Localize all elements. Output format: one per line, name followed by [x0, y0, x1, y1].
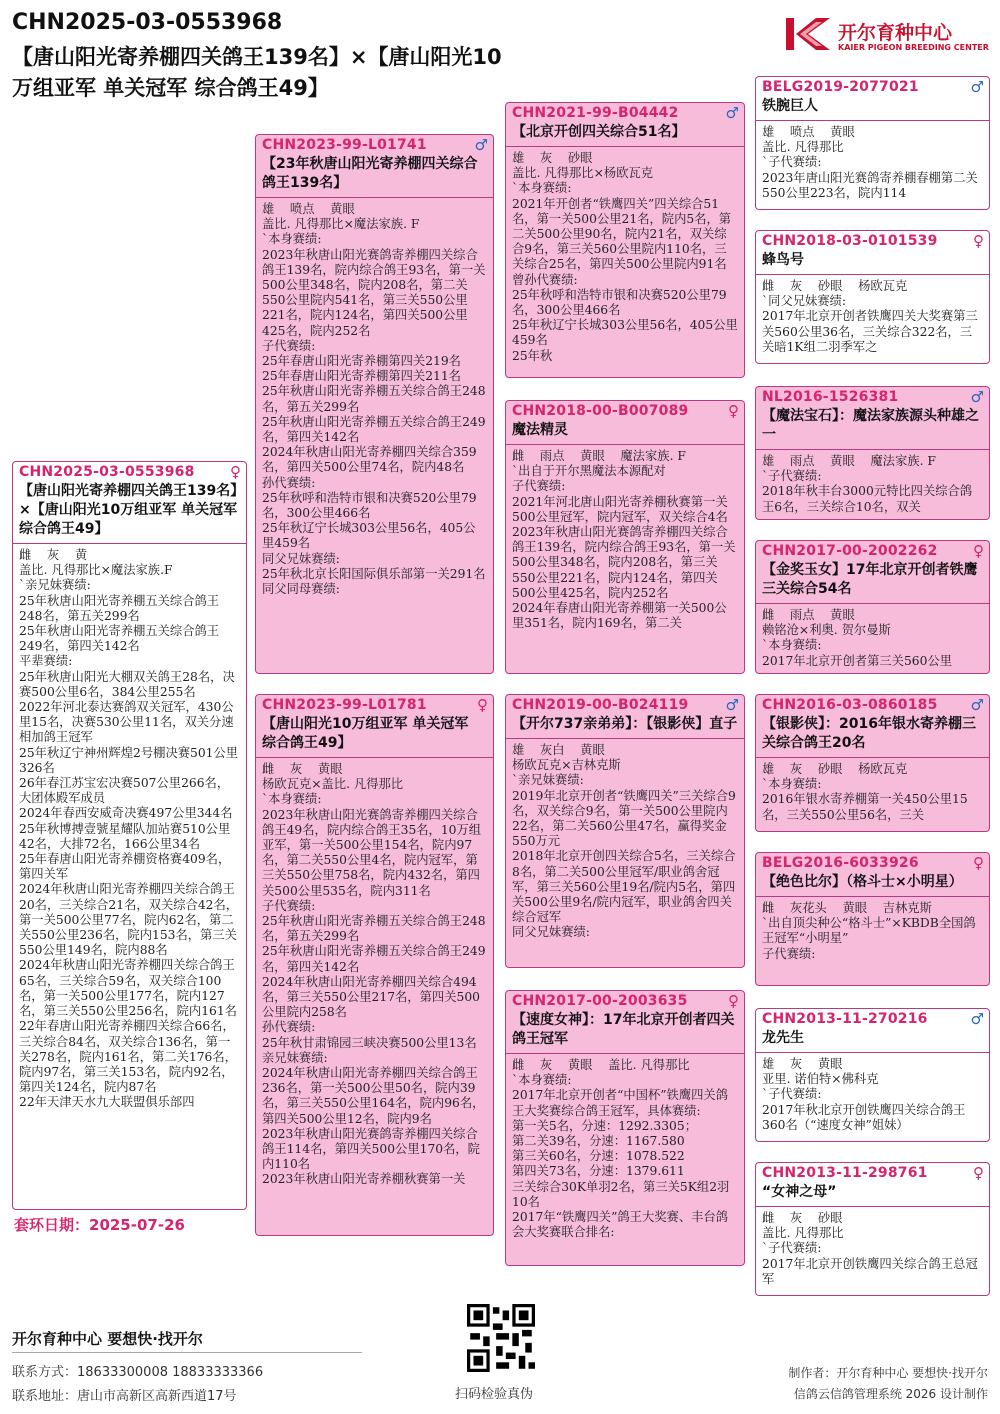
card-body: 雌 灰 黄 盖比. 凡得那比×魔法家族.F `亲兄妹赛绩: 25年秋唐山阳光寄养棚五关综合鸽王248名，第五关299名 25年秋唐山阳光寄养棚五关综合鸽王249名，第四关142名 平辈赛绩: 25年秋唐山阳光大棚双关鸽王28名，决赛500公里6名，384公里255名 2022年河北泰达赛鸽双关冠军，430公里15名，决赛530公里11名，双关分速相加鸽王冠军 25年秋辽宁神州辉煌2号棚决赛501公里326名 26年春江苏宝宏决赛507公里266名，大团体殿军成员 2024年春西安威奇决赛497公里344名 25年秋博搏壹號星耀队加站赛510公里42名，大排72名，166公里34名 25年春唐山阳光寄养棚资格赛409名，第四关军 2024年秋唐山阳光寄养棚四关综合鸽王20名，三关综合21名，双关综合42名，第一关500公里77名，院内62名，第二关550公里236名，院内153名，第三关550公里149名，院内88名 2024年秋唐山阳光寄养棚四关综合鸽王65名，三关综合59名，双关综合100名，第一关500公里177名，院内127名，第三关550公里256名，院内161名 22年春唐山阳光寄养棚四关综合66名，三关综合84名，双关综合136名，第一关278名，院内161名，第二关176名，院内97名，第三关153名，院内92名，第四关124名，院内87名 22年天津天水九大联盟俱乐部四: [19, 548, 239, 1110]
card-body: 雄 灰 黄眼 亚里. 诺伯特×佛科克 `子代赛绩: 2017年秋北京开创铁鹰四关综合鸽王360名（“速度女神”姐妹）: [762, 1057, 966, 1132]
male-icon: ♂: [474, 136, 488, 154]
card-sss: [755, 76, 990, 210]
ring-number: CHN2021-99-B04442: [512, 105, 679, 121]
card-body: 雌 灰花头 黄眼 吉林克斯 `出自顶尖种公“格斗士”×KBDB全国鸽王冠军“小明星” 子代赛绩:: [762, 901, 976, 961]
female-icon: ♀: [477, 696, 488, 714]
ring-number: CHN2018-03-0101539: [762, 233, 938, 249]
male-icon: ♂: [725, 696, 739, 714]
pigeon-name: 【速度女神】：17年北京开创者四关鸽王冠军: [512, 1012, 735, 1047]
brand-logo: [786, 14, 989, 60]
pedigree-title: 【唐山阳光寄养棚四关鸽王139名】×【唐山阳光10万组亚军 单关冠军 综合鸽王49】: [12, 45, 502, 100]
card-body: 雌 灰 砂眼 杨欧瓦克 `同父兄妹赛绩: 2017年北京开创者铁鹰四关大奖赛第三关560公里36名，三关综合322名，三关暗1K组二羽季军之: [762, 279, 978, 354]
card-body: 雄 灰 砂眼 盖比. 凡得那比×杨欧瓦克 `本身赛绩: 2021年开创者“铁鹰四关”四关综合51名，第一关500公里21名，院内5名，第二关500公里90名，院内21名，双关综合9名，第三关560公里院内110名，三关综合25名，第四关500公里院内91名 曾孙代赛绩: 25年秋呼和浩特市银和决赛520公里79名，300公里466名 25年秋辽宁长城303公里56名，405公里459名 25年秋: [512, 151, 738, 363]
pigeon-name: 【唐山阳光寄养棚四关鸽王139名】×【唐山阳光10万组亚军 单关冠军 综合鸽王49】: [19, 483, 238, 537]
card-dam: [255, 694, 494, 1236]
ring-number: CHN2017-00-2002262: [762, 543, 938, 559]
card-body: 雌 灰 黄眼 盖比. 凡得那比 `本身赛绩: 2017年北京开创者“中国杯”铁鹰四关鸽王大奖赛综合鸽王冠军，具体赛绩: 第一关5名，分速：1292.3305； 第二关39名，分速：1167.580 第三关60名，分速：1078.522 第四关73名，分速：1379.611 三关综合30K单羽2名，第三关5K组2羽10名 2017年“铁鹰四关”鸽王大奖赛、丰台鸽会大奖赛联合排名:: [512, 1058, 730, 1240]
card-body: 雄 灰 砂眼 杨欧瓦克 `本身赛绩: 2016年银水寄养棚第一关450公里15名，三关550公里56名，三关: [762, 762, 968, 822]
card-body: 雄 灰白 黄眼 杨欧瓦克×吉林克斯 `亲兄妹赛绩: 2019年北京开创者“铁鹰四关”三关综合9名，双关综合9名，第一关500公里院内22名，第二关560公里47名，赢得奖金550万元 2018年北京开创四关综合5名，三关综合8名，第二关500公里冠军/职业鸽舍冠军，第三关560公里19名/院内5名，第四关500公里9名/院内冠军，职业鸽舍四关综合冠军 同父兄妹赛绩:: [512, 743, 736, 940]
female-icon: ♀: [728, 992, 739, 1010]
pigeon-name: 【开尔737亲弟弟】：【银影侠】直子: [512, 716, 738, 732]
ring-number: CHN2019-00-B024119: [512, 697, 689, 713]
male-icon: ♂: [970, 388, 984, 406]
footer-contact: 联系方式：18633300008 18833333366: [12, 1365, 264, 1380]
pigeon-name: 蜂鸟号: [762, 252, 804, 268]
pedigree-ring-number: CHN2025-03-0553968: [12, 10, 283, 35]
card-sire: [255, 134, 494, 674]
card-body: 雌 灰 黄眼 杨欧瓦克×盖比. 凡得那比 `本身赛绩: 2023年秋唐山阳光赛鸽寄养棚四关综合鸽王49名，院内综合鸽王35名，10万组亚军，第一关500公里154名，院内97名，第二关550公里4名，院内冠军，第三关550公里758名，院内432名，第四关500公里535名，院内311名 子代赛绩: 25年秋唐山阳光寄养棚五关综合鸽王248名，第五关299名 25年秋唐山阳光寄养棚五关综合鸽王249名，第四关142名 2024年秋唐山阳光寄养棚四关综合494名，第三关550公里217名，第四关500公里院内258名 孙代赛绩: 25年秋甘肃锦园三峡决赛500公里13名 亲兄妹赛绩: 2024年秋唐山阳光寄养棚四关综合鸽王236名，第一关500公里50名，院内39名，第三关550公里164名，院内96名，第四关500公里12名，院内9名 2023年秋唐山阳光赛鸽寄养棚四关综合鸽王114名，第四关500公里170名，院内110名 2023年秋唐山阳光寄养棚秋赛第一关: [262, 762, 486, 1187]
card-sdd: [755, 540, 990, 674]
pigeon-name: 【魔法宝石】：魔法家族源头种雄之一: [762, 408, 979, 443]
pigeon-name: 【北京开创四关综合51名】: [512, 124, 686, 140]
logo-text-cn: 开尔育种中心: [838, 22, 953, 44]
pigeon-name: 【唐山阳光10万组亚军 单关冠军 综合鸽王49】: [262, 716, 469, 751]
footer-maker: 制作者：开尔育种中心 要想快·找开尔: [788, 1366, 988, 1380]
card-dsd: [755, 852, 990, 986]
card-sds: [755, 386, 990, 520]
ring-number: CHN2016-03-0860185: [762, 697, 938, 713]
pigeon-name: 魔法精灵: [512, 422, 568, 438]
ring-number: CHN2018-00-B007089: [512, 403, 689, 419]
female-icon: ♀: [973, 232, 984, 250]
logo-text-en: KAIER PIGEON BREEDING CENTER: [838, 43, 989, 52]
card-body: 雄 雨点 黄眼 魔法家族. F `子代赛绩: 2018年秋丰台3000元特比四关综合鸽王6名，三关综合10名，双关: [762, 454, 973, 514]
card-body: 雄 喷点 黄眼 盖比. 凡得那比 `子代赛绩: 2023年唐山阳光赛鸽寄养棚春棚第二关550公里223名，院内114: [762, 125, 978, 200]
card-body: 雌 雨点 黄眼 魔法家族. F `出自于开尔黑魔法本源配对 子代赛绩: 2021年河北唐山阳光寄养棚秋赛第一关500公里冠军，院内冠军，双关综合4名 2023年秋唐山阳光赛鸽寄养棚四关综合鸽王139名，院内综合鸽王93名，第一关500公里348名，院内208名，第三关550公里221名，院内124名，第四关500公里425名，院内252名 2024年春唐山阳光寄养棚第一关500公里351名，院内169名，第二关: [512, 449, 736, 631]
female-icon: ♀: [973, 854, 984, 872]
band-date: 套环日期：2025-07-26: [14, 1216, 185, 1234]
card-body: 雌 灰 砂眼 盖比. 凡得那比 `子代赛绩: 2017年北京开创铁鹰四关综合鸽王总冠军: [762, 1211, 978, 1286]
pigeon-name: 【金奖玉女】17年北京开创者铁鹰三关综合54名: [762, 562, 978, 597]
footer-title: 开尔育种中心 要想快·找开尔: [12, 1330, 203, 1348]
female-icon: ♀: [973, 542, 984, 560]
male-icon: ♂: [970, 696, 984, 714]
card-ssd: [755, 230, 990, 364]
ring-number: CHN2013-11-298761: [762, 1165, 928, 1181]
pigeon-name: 龙先生: [762, 1030, 804, 1046]
ring-number: CHN2023-99-L01741: [262, 137, 427, 153]
ring-number: BELG2019-2077021: [762, 79, 919, 95]
female-icon: ♀: [973, 1164, 984, 1182]
footer-system: 信鸽云信鸽管理系统 2026 设计制作: [793, 1387, 988, 1401]
card-ddd: [755, 1162, 990, 1296]
ring-number: NL2016-1526381: [762, 389, 899, 405]
ring-number: BELG2016-6033926: [762, 855, 919, 871]
pigeon-name: 铁腕巨人: [762, 98, 818, 114]
card-dss: [755, 694, 990, 832]
pigeon-name: 【23年秋唐山阳光寄养棚四关综合鸽王139名】: [262, 156, 478, 191]
pigeon-name: 【绝色比尔】（格斗士×小明星）: [762, 874, 963, 890]
pigeon-name: 【银影侠】：2016年银水寄养棚三关综合鸽王20名: [762, 716, 976, 751]
card-dam-dam: [505, 990, 745, 1266]
female-icon: ♀: [230, 463, 241, 481]
ring-number: CHN2025-03-0553968: [19, 464, 195, 480]
card-dam-sire: [505, 694, 745, 968]
card-body: 雄 喷点 黄眼 盖比. 凡得那比×魔法家族. F `本身赛绩: 2023年秋唐山阳光赛鸽寄养棚四关综合鸽王139名，院内综合鸽王93名，第一关500公里348名，院内208名，第二关550公里院内541名，第三关550公里221名，院内124名，第四关500公里425名，院内252名 子代赛绩: 25年春唐山阳光寄养棚第四关219名 25年春唐山阳光寄养棚第四关211名 25年秋唐山阳光寄养棚五关综合鸽王248名，第五关299名 25年秋唐山阳光寄养棚五关综合鸽王249名，第四关142名 2024年秋唐山阳光寄养棚四关综合359名，第四关500公里74名，院内48名 孙代赛绩: 25年秋呼和浩特市银和决赛520公里79名，300公里466名 25年秋辽宁长城303公里56名，405公里459名 同父兄妹赛绩: 25年秋北京长阳国际俱乐部第一关291名 同父同母赛绩:: [262, 202, 486, 597]
pigeon-name: “女神之母”: [762, 1184, 837, 1200]
ring-number: CHN2017-00-2003635: [512, 993, 688, 1009]
card-sire-sire: [505, 102, 745, 378]
card-sire-dam: [505, 400, 745, 674]
kaier-logo-icon: [786, 14, 832, 54]
ring-number: CHN2013-11-270216: [762, 1011, 928, 1027]
card-dds: [755, 1008, 990, 1142]
female-icon: ♀: [728, 402, 739, 420]
qr-code-icon[interactable]: [467, 1304, 535, 1372]
footer-divider: [12, 1352, 362, 1353]
card-body: 雌 雨点 黄眼 赖铭沧×利奥. 贺尔曼斯 `本身赛绩: 2017年北京开创者第三关560公里: [762, 608, 953, 668]
male-icon: ♂: [970, 78, 984, 96]
male-icon: ♂: [970, 1010, 984, 1028]
male-icon: ♂: [725, 104, 739, 122]
card-subject: [12, 461, 247, 1210]
qr-caption: 扫码检验真伪: [455, 1387, 534, 1402]
ring-number: CHN2023-99-L01781: [262, 697, 427, 713]
footer-address: 联系地址：唐山市高新区高新西道17号: [12, 1389, 237, 1404]
